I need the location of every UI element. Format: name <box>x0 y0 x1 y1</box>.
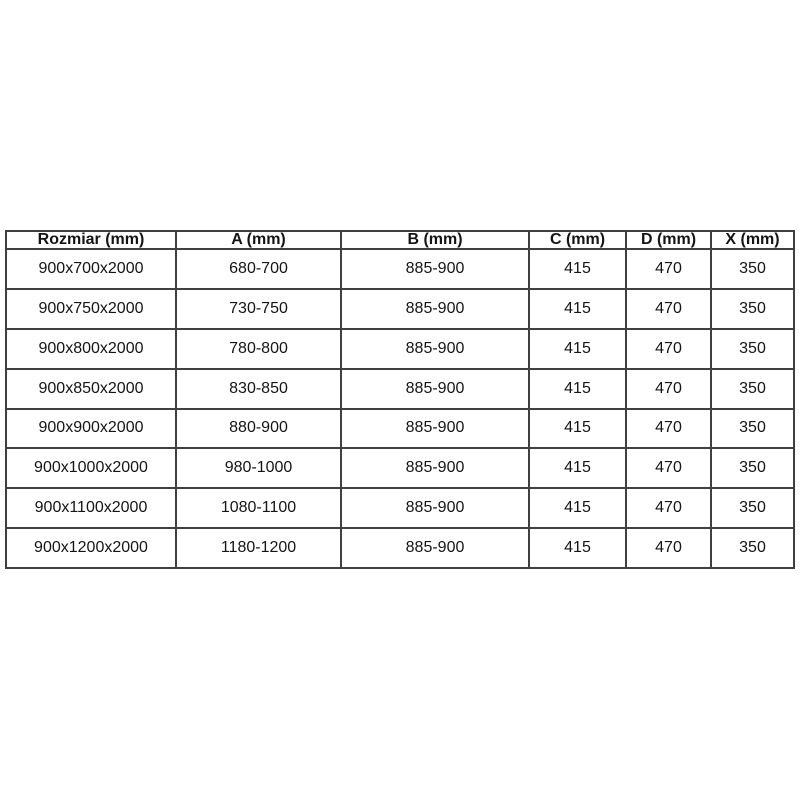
column-header-d: D (mm) <box>626 231 711 249</box>
cell-d: 470 <box>626 329 711 369</box>
cell-b: 885-900 <box>341 249 529 289</box>
cell-x: 350 <box>711 249 794 289</box>
cell-x: 350 <box>711 289 794 329</box>
column-header-c: C (mm) <box>529 231 626 249</box>
cell-rozmiar: 900x1000x2000 <box>6 448 176 488</box>
cell-x: 350 <box>711 409 794 449</box>
cell-a: 780-800 <box>176 329 341 369</box>
cell-x: 350 <box>711 528 794 568</box>
column-header-a: A (mm) <box>176 231 341 249</box>
table-row <box>6 369 794 409</box>
cell-a: 730-750 <box>176 289 341 329</box>
table-row <box>6 528 794 568</box>
cell-x: 350 <box>711 329 794 369</box>
cell-b: 885-900 <box>341 528 529 568</box>
column-header-x: X (mm) <box>711 231 794 249</box>
cell-c: 415 <box>529 329 626 369</box>
cell-d: 470 <box>626 488 711 528</box>
cell-rozmiar: 900x850x2000 <box>6 369 176 409</box>
dimensions-table <box>5 230 795 569</box>
cell-c: 415 <box>529 448 626 488</box>
cell-x: 350 <box>711 488 794 528</box>
cell-c: 415 <box>529 409 626 449</box>
cell-rozmiar: 900x1100x2000 <box>6 488 176 528</box>
cell-rozmiar: 900x700x2000 <box>6 249 176 289</box>
cell-c: 415 <box>529 488 626 528</box>
cell-b: 885-900 <box>341 329 529 369</box>
cell-d: 470 <box>626 528 711 568</box>
cell-c: 415 <box>529 249 626 289</box>
cell-b: 885-900 <box>341 488 529 528</box>
cell-d: 470 <box>626 249 711 289</box>
column-header-b: B (mm) <box>341 231 529 249</box>
cell-rozmiar: 900x750x2000 <box>6 289 176 329</box>
cell-a: 830-850 <box>176 369 341 409</box>
cell-a: 680-700 <box>176 249 341 289</box>
cell-c: 415 <box>529 289 626 329</box>
cell-x: 350 <box>711 448 794 488</box>
cell-d: 470 <box>626 409 711 449</box>
cell-b: 885-900 <box>341 289 529 329</box>
cell-b: 885-900 <box>341 369 529 409</box>
cell-a: 1180-1200 <box>176 528 341 568</box>
cell-b: 885-900 <box>341 409 529 449</box>
cell-a: 980-1000 <box>176 448 341 488</box>
table-row <box>6 289 794 329</box>
table-row <box>6 488 794 528</box>
cell-d: 470 <box>626 369 711 409</box>
cell-rozmiar: 900x900x2000 <box>6 409 176 449</box>
cell-rozmiar: 900x1200x2000 <box>6 528 176 568</box>
cell-d: 470 <box>626 289 711 329</box>
cell-a: 880-900 <box>176 409 341 449</box>
table-row <box>6 409 794 449</box>
table-row <box>6 249 794 289</box>
cell-c: 415 <box>529 369 626 409</box>
header-row <box>6 231 794 249</box>
cell-b: 885-900 <box>341 448 529 488</box>
cell-d: 470 <box>626 448 711 488</box>
column-header-rozmiar: Rozmiar (mm) <box>6 231 176 249</box>
cell-rozmiar: 900x800x2000 <box>6 329 176 369</box>
table-row <box>6 329 794 369</box>
table-row <box>6 448 794 488</box>
cell-c: 415 <box>529 528 626 568</box>
cell-a: 1080-1100 <box>176 488 341 528</box>
cell-x: 350 <box>711 369 794 409</box>
